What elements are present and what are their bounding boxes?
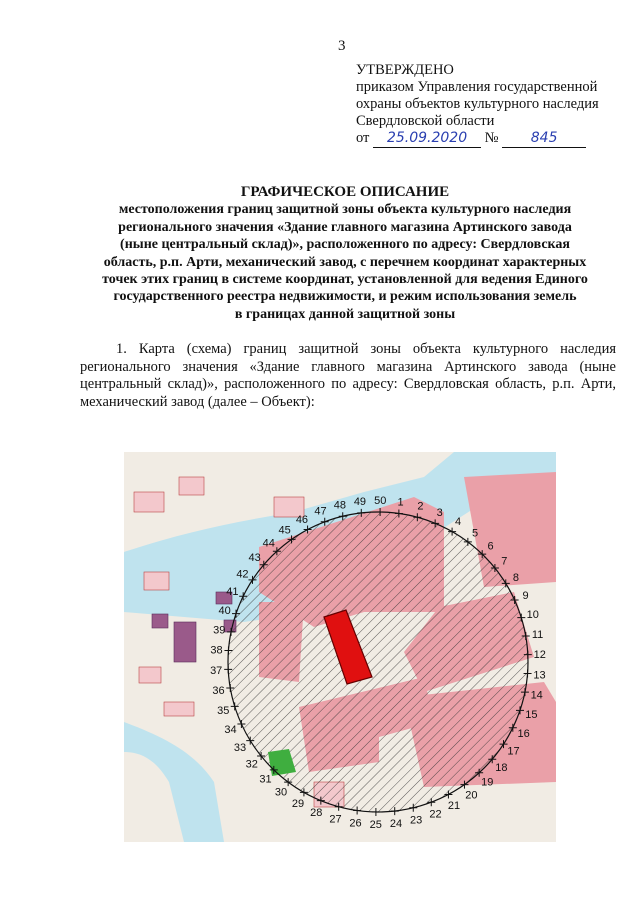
approval-line: охраны объектов культурного наследия bbox=[356, 96, 599, 112]
boundary-point-label: 36 bbox=[212, 685, 225, 698]
boundary-point-label: 39 bbox=[213, 624, 226, 637]
protection-zone-map bbox=[124, 452, 556, 842]
boundary-point-label: 1 bbox=[397, 496, 404, 509]
boundary-point-label: 8 bbox=[512, 572, 520, 585]
boundary-point-label: 25 bbox=[369, 818, 382, 831]
boundary-point-label: 47 bbox=[314, 505, 327, 518]
boundary-point-label: 19 bbox=[481, 776, 494, 789]
title-line: точек этих границ в системе координат, установленной для ведения Единого bbox=[102, 272, 588, 288]
boundary-point-label: 9 bbox=[522, 590, 529, 603]
boundary-point-label: 49 bbox=[353, 496, 367, 509]
boundary-point-label: 6 bbox=[487, 540, 494, 553]
approval-stamp bbox=[356, 62, 636, 148]
document-title bbox=[80, 184, 610, 323]
boundary-point-label: 13 bbox=[533, 669, 546, 682]
boundary-point-label: 17 bbox=[507, 745, 520, 758]
boundary-point-label: 45 bbox=[278, 524, 291, 537]
boundary-point-label: 28 bbox=[310, 806, 323, 819]
boundary-point-label: 33 bbox=[233, 741, 247, 754]
title-line: государственного реестра недвижимости, и режим использования земель bbox=[113, 289, 577, 305]
boundary-point-label: 24 bbox=[389, 817, 403, 830]
boundary-point-label: 48 bbox=[333, 499, 347, 512]
title-heading: ГРАФИЧЕСКОЕ ОПИСАНИЕ bbox=[240, 184, 450, 200]
boundary-point-label: 7 bbox=[501, 555, 508, 568]
approval-date: 25.09.2020 bbox=[373, 130, 481, 148]
section-1-paragraph bbox=[80, 341, 616, 411]
boundary-point-label: 46 bbox=[295, 513, 309, 526]
title-line: регионального значения «Здание главного магазина Артинского завода bbox=[118, 219, 572, 235]
boundary-point-label: 43 bbox=[248, 552, 261, 565]
page-number: 3 bbox=[338, 38, 346, 54]
boundary-point-label: 37 bbox=[210, 664, 223, 677]
section-1-text: 1. Карта (схема) границ защитной зоны объекта культурного наследия регионального значения «Здание главного магазина Артинского завода (ныне центральный склад)», расположенного по адресу: Свердловская область, р.п. Арти, механический завод (далее – Объект): bbox=[80, 341, 616, 410]
title-line: местоположения границ защитной зоны объекта культурного наследия bbox=[118, 202, 572, 218]
date-label: от bbox=[356, 130, 370, 146]
boundary-point-label: 35 bbox=[217, 704, 230, 717]
boundary-point-label: 14 bbox=[530, 689, 543, 702]
boundary-point-label: 42 bbox=[236, 568, 249, 581]
boundary-point-label: 4 bbox=[454, 516, 462, 529]
approval-date-line bbox=[356, 130, 636, 148]
title-line: (ныне центральный склад)», расположенного по адресу: Свердловская bbox=[120, 237, 570, 253]
boundary-point-label: 44 bbox=[262, 537, 275, 550]
boundary-point-label: 27 bbox=[329, 813, 342, 826]
boundary-point-label: 38 bbox=[210, 644, 223, 657]
boundary-point-label: 20 bbox=[465, 789, 478, 802]
boundary-point-label: 21 bbox=[447, 800, 461, 813]
boundary-point-label: 11 bbox=[531, 628, 544, 641]
title-line: в границах данной защитной зоны bbox=[234, 306, 456, 322]
boundary-point-label: 23 bbox=[409, 814, 423, 827]
boundary-point-label: 16 bbox=[517, 728, 530, 741]
boundary-point-label: 29 bbox=[291, 797, 305, 810]
boundary-point-label: 22 bbox=[429, 808, 442, 821]
approval-line: приказом Управления государственной bbox=[356, 79, 598, 95]
boundary-point-label: 26 bbox=[349, 817, 362, 830]
boundary-point-label: 41 bbox=[226, 585, 239, 598]
boundary-point-label: 40 bbox=[218, 604, 231, 617]
boundary-point-label: 3 bbox=[436, 507, 443, 520]
boundary-point-label: 2 bbox=[417, 500, 424, 513]
boundary-point-label: 10 bbox=[526, 609, 539, 622]
boundary-point-label: 12 bbox=[533, 649, 546, 662]
number-label: № bbox=[484, 130, 499, 146]
approval-heading: УТВЕРЖДЕНО bbox=[356, 62, 454, 78]
approval-number: 845 bbox=[502, 130, 586, 148]
approval-line: Свердловской области bbox=[356, 113, 495, 129]
boundary-point-label: 30 bbox=[274, 786, 288, 799]
boundary-point-label: 15 bbox=[525, 709, 538, 722]
boundary-point-label: 34 bbox=[224, 723, 237, 736]
title-line: область, р.п. Арти, механический завод, с перечнем координат характерных bbox=[103, 254, 587, 270]
boundary-point-label: 50 bbox=[374, 495, 387, 508]
boundary-point-label: 18 bbox=[495, 761, 508, 774]
boundary-point-label: 31 bbox=[259, 773, 272, 786]
boundary-point-label: 32 bbox=[245, 758, 258, 771]
boundary-point-label: 5 bbox=[471, 527, 479, 540]
